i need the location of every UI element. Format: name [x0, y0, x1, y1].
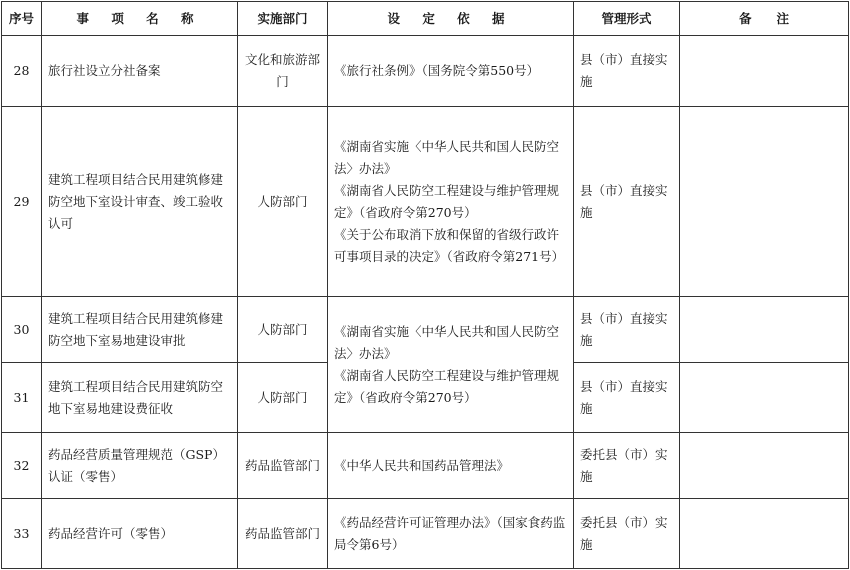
table-row	[2, 107, 849, 297]
row-basis	[328, 499, 574, 569]
row-remark	[680, 36, 849, 107]
row-basis	[328, 36, 574, 107]
row-form: 委托县（市）实施	[574, 433, 680, 499]
row-remark	[680, 363, 849, 433]
header-dept: 实施部门	[238, 2, 328, 36]
header-basis: 设 定 依 据	[328, 2, 574, 36]
row-basis	[328, 297, 574, 433]
header-item: 事 项 名 称	[42, 2, 238, 36]
basis-line: 《湖南省实施〈中华人民共和国人民防空法〉办法》	[334, 138, 560, 176]
row-no: 28	[2, 36, 42, 107]
row-item: 建筑工程项目结合民用建筑防空地下室易地建设费征收	[42, 363, 238, 433]
header-row	[2, 2, 849, 36]
table-row	[2, 297, 849, 363]
row-remark	[680, 297, 849, 363]
items-table	[1, 1, 849, 569]
table-row	[2, 36, 849, 107]
basis-line: 《中华人民共和国药品管理法》	[334, 457, 510, 473]
row-no: 33	[2, 499, 42, 569]
row-item: 药品经营许可（零售）	[42, 499, 238, 569]
row-item: 建筑工程项目结合民用建筑修建防空地下室易地建设审批	[42, 297, 238, 363]
header-form: 管理形式	[574, 2, 680, 36]
row-dept: 人防部门	[238, 297, 328, 363]
row-dept: 药品监管部门	[238, 433, 328, 499]
basis-line: 《湖南省人民防空工程建设与维护管理规定》（省政府令第270号）	[334, 367, 560, 405]
row-item: 建筑工程项目结合民用建筑修建防空地下室设计审查、竣工验收认可	[42, 107, 238, 297]
basis-line: 《湖南省实施〈中华人民共和国人民防空法〉办法》	[334, 323, 560, 361]
table-row	[2, 433, 849, 499]
basis-line: 《湖南省人民防空工程建设与维护管理规定》（省政府令第270号）	[334, 182, 560, 220]
row-no: 32	[2, 433, 42, 499]
row-no: 30	[2, 297, 42, 363]
row-dept: 人防部门	[238, 107, 328, 297]
row-form: 县（市）直接实施	[574, 107, 680, 297]
row-item: 旅行社设立分社备案	[42, 36, 238, 107]
table-row	[2, 499, 849, 569]
header-remark: 备 注	[680, 2, 849, 36]
basis-line: 《药品经营许可证管理办法》（国家食药监局令第6号）	[334, 514, 566, 552]
row-remark	[680, 107, 849, 297]
row-no: 29	[2, 107, 42, 297]
row-dept: 文化和旅游部门	[238, 36, 328, 107]
row-form: 县（市）直接实施	[574, 297, 680, 363]
row-no: 31	[2, 363, 42, 433]
header-no: 序号	[2, 2, 42, 36]
row-dept: 人防部门	[238, 363, 328, 433]
row-basis	[328, 107, 574, 297]
row-remark	[680, 433, 849, 499]
row-form: 县（市）直接实施	[574, 36, 680, 107]
row-form: 县（市）直接实施	[574, 363, 680, 433]
row-dept: 药品监管部门	[238, 499, 328, 569]
basis-line: 《旅行社条例》（国务院令第550号）	[334, 63, 540, 78]
row-form: 委托县（市）实施	[574, 499, 680, 569]
row-remark	[680, 499, 849, 569]
row-basis	[328, 433, 574, 499]
row-item: 药品经营质量管理规范（GSP）认证（零售）	[42, 433, 238, 499]
basis-line: 《关于公布取消下放和保留的省级行政许可事项目录的决定》（省政府令第271号）	[334, 226, 565, 264]
